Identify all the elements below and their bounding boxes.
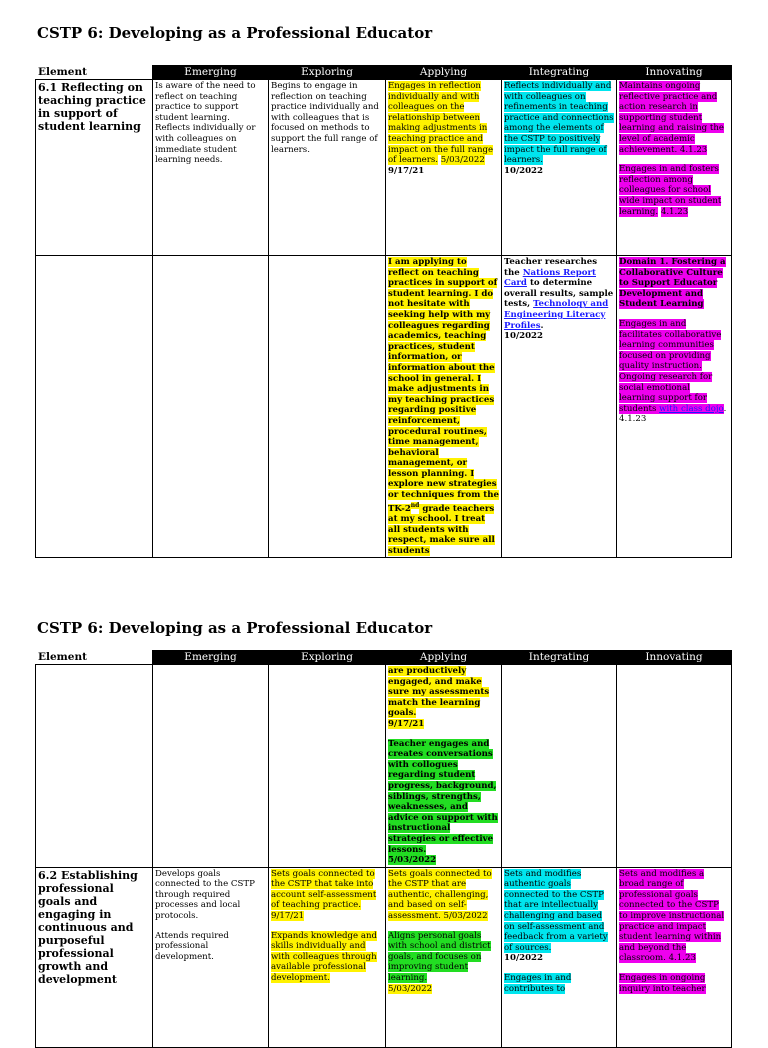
emerging-cell — [153, 665, 269, 868]
element-cell: 6.2 Establishing professional goals and engaging in continuous and purposeful professional growth and development — [36, 867, 153, 1047]
applying-cell: Sets goals connected to the CSTP that are authentic, challenging, and based on self-assessment. 5/03/2022 Aligns personal goals with school and district goals, and focuses on improving student learning. 5/03/2022 — [386, 867, 502, 1047]
header-element: Element — [36, 651, 153, 665]
table-row — [36, 80, 732, 256]
applying-cell: I am applying to reflect on teaching practices in support of student learning. I do not hesitate with seeking help with my colleagues regarding academics, teaching practices, student information, or information about the school in general. I make adjustments in my teaching practices regarding positive reinforcement, procedural routines, time management, behavioral management, or lesson planning. I explore new strategies or techniques from the TK-2nd grade teachers at my school. I treat all students with respect, make sure all students — [386, 256, 502, 558]
innovating-cell — [617, 665, 732, 868]
integrating-cell: Teacher researches the Nations Report Card to determine overall results, sample tests, Technology and Engineering Literacy Profiles. 10/2022 — [502, 256, 617, 558]
header-applying: Applying — [386, 66, 502, 80]
tel-profiles-link[interactable]: Technology and Engineering Literacy Profiles — [504, 299, 609, 331]
emerging-cell — [153, 256, 269, 558]
header-applying: Applying — [386, 651, 502, 665]
nations-report-card-link[interactable]: Nations Report Card — [504, 267, 597, 289]
applying-cell: Engages in reflection individually and with colleagues on the relationship between making adjustments in teaching practice and impact on the full range of learners. 5/03/2022 9/17/21 — [386, 80, 502, 256]
rubric-table — [35, 65, 732, 558]
integrating-cell: Reflects individually and with colleagues on refinements in teaching practice and connections among the elements of the CSTP to positively impact the full range of learners. 10/2022 — [502, 80, 617, 256]
emerging-cell: Is aware of the need to reflect on teaching practice to support student learning. Reflects individually or with colleagues on immediate student learning needs. — [153, 80, 269, 256]
innovating-cell: Maintains ongoing reflective practice and action research in supporting student learning and raising the level of academic achievement. 4.1.23 Engages in and fosters reflection among colleagues for school wide impact on student learning. 4.1.23 — [617, 80, 732, 256]
table-row — [36, 256, 732, 558]
header-integrating: Integrating — [502, 66, 617, 80]
header-integrating: Integrating — [502, 651, 617, 665]
integrating-cell: Sets and modifies authentic goals connected to the CSTP that are intellectually challenging and based on self-assessment and feedback from a variety of sources. 10/2022 Engages in and contributes to — [502, 867, 617, 1047]
header-innovating: Innovating — [617, 66, 732, 80]
exploring-cell: Sets goals connected to the CSTP that take into account self-assessment of teaching practice. 9/17/21 Expands knowledge and skills individually and with colleagues through available professional development. — [269, 867, 386, 1047]
header-row — [36, 651, 732, 665]
emerging-cell: Develops goals connected to the CSTP through required processes and local protocols. Attends required professional development. — [153, 867, 269, 1047]
exploring-cell — [269, 665, 386, 868]
element-cell: 6.1 Reflecting on teaching practice in support of student learning — [36, 80, 153, 256]
header-innovating: Innovating — [617, 651, 732, 665]
header-emerging: Emerging — [153, 66, 269, 80]
exploring-cell — [269, 256, 386, 558]
table-row — [36, 867, 732, 1047]
table-row — [36, 665, 732, 868]
applying-cell: are productively engaged, and make sure my assessments match the learning goals. 9/17/21 Teacher engages and creates conversations with collogues regarding student progress, background, siblings, strengths, weaknesses, and advice on support with instructional strategies or effective lessons. 5/03/2022 — [386, 665, 502, 868]
element-cell — [36, 665, 153, 868]
header-row — [36, 66, 732, 80]
header-exploring: Exploring — [269, 66, 386, 80]
section-title: CSTP 6: Developing as a Professional Educator — [37, 24, 433, 42]
section-title: CSTP 6: Developing as a Professional Educator — [37, 619, 433, 637]
element-cell — [36, 256, 153, 558]
innovating-cell: Domain 1. Fostering a Collaborative Culture to Support Educator Development and Student Learning Engages in and facilitates collaborative learning communities focused on providing quality instruction. Ongoing research for social emotional learning support for students with class dojo. 4.1.23 — [617, 256, 732, 558]
innovating-cell: Sets and modifies a broad range of professional goals connected to the CSTP to improve instructional practice and impact student learning within and beyond the classroom. 4.1.23 Engages in ongoing inquiry into teacher — [617, 867, 732, 1047]
rubric-table — [35, 650, 732, 1048]
header-exploring: Exploring — [269, 651, 386, 665]
integrating-cell — [502, 665, 617, 868]
exploring-cell: Begins to engage in reflection on teaching practice individually and with colleagues that is focused on methods to support the full range of learners. — [269, 80, 386, 256]
header-element: Element — [36, 66, 153, 80]
class-dojo-link[interactable]: with class dojo — [659, 403, 724, 414]
header-emerging: Emerging — [153, 651, 269, 665]
